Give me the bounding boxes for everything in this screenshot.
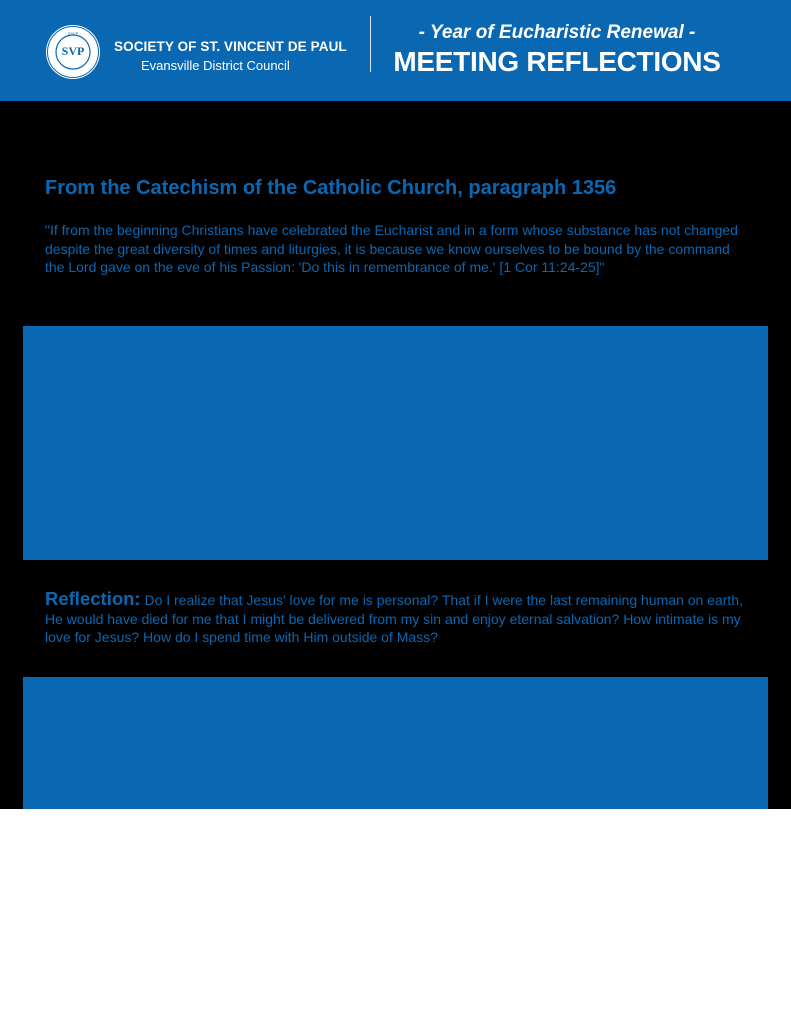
notes-box-2 xyxy=(23,677,768,809)
reflection-text: Do I realize that Jesus' love for me is personal? That if I were the last remaining human on earth, He would have died for me that I might be delivered from my sin and enjoy eternal salvation? How intimate is my love for Jesus? How do I spend time with Him outside of Mass? xyxy=(45,592,743,645)
header-divider xyxy=(370,16,371,72)
reflection-paragraph xyxy=(45,590,755,647)
org-name: SOCIETY OF ST. VINCENT DE PAUL xyxy=(114,39,347,54)
year-line: - Year of Eucharistic Renewal - xyxy=(418,22,696,43)
catechism-quote: "If from the beginning Christians have celebrated the Eucharist and in a form whose substance has not changed despite the great diversity of times and liturgies, it is because we know ourselves to be bound by the command the Lord gave on the eve of his Passion: 'Do this in remembrance of me.' [1 Cor 11:24-25]" xyxy=(45,222,738,275)
org-subtitle: Evansville District Council xyxy=(141,58,290,73)
svdp-logo-icon xyxy=(45,24,101,80)
svg-text:· SSVP ·: · SSVP · xyxy=(65,31,81,36)
page-title: MEETING REFLECTIONS xyxy=(393,46,721,77)
svg-text:SVP: SVP xyxy=(61,44,85,58)
notes-box-1 xyxy=(23,326,768,560)
header-banner xyxy=(0,0,791,101)
catechism-heading: From the Catechism of the Catholic Church, paragraph 1356 xyxy=(45,177,617,199)
reflection-label: Reflection: xyxy=(45,588,141,609)
